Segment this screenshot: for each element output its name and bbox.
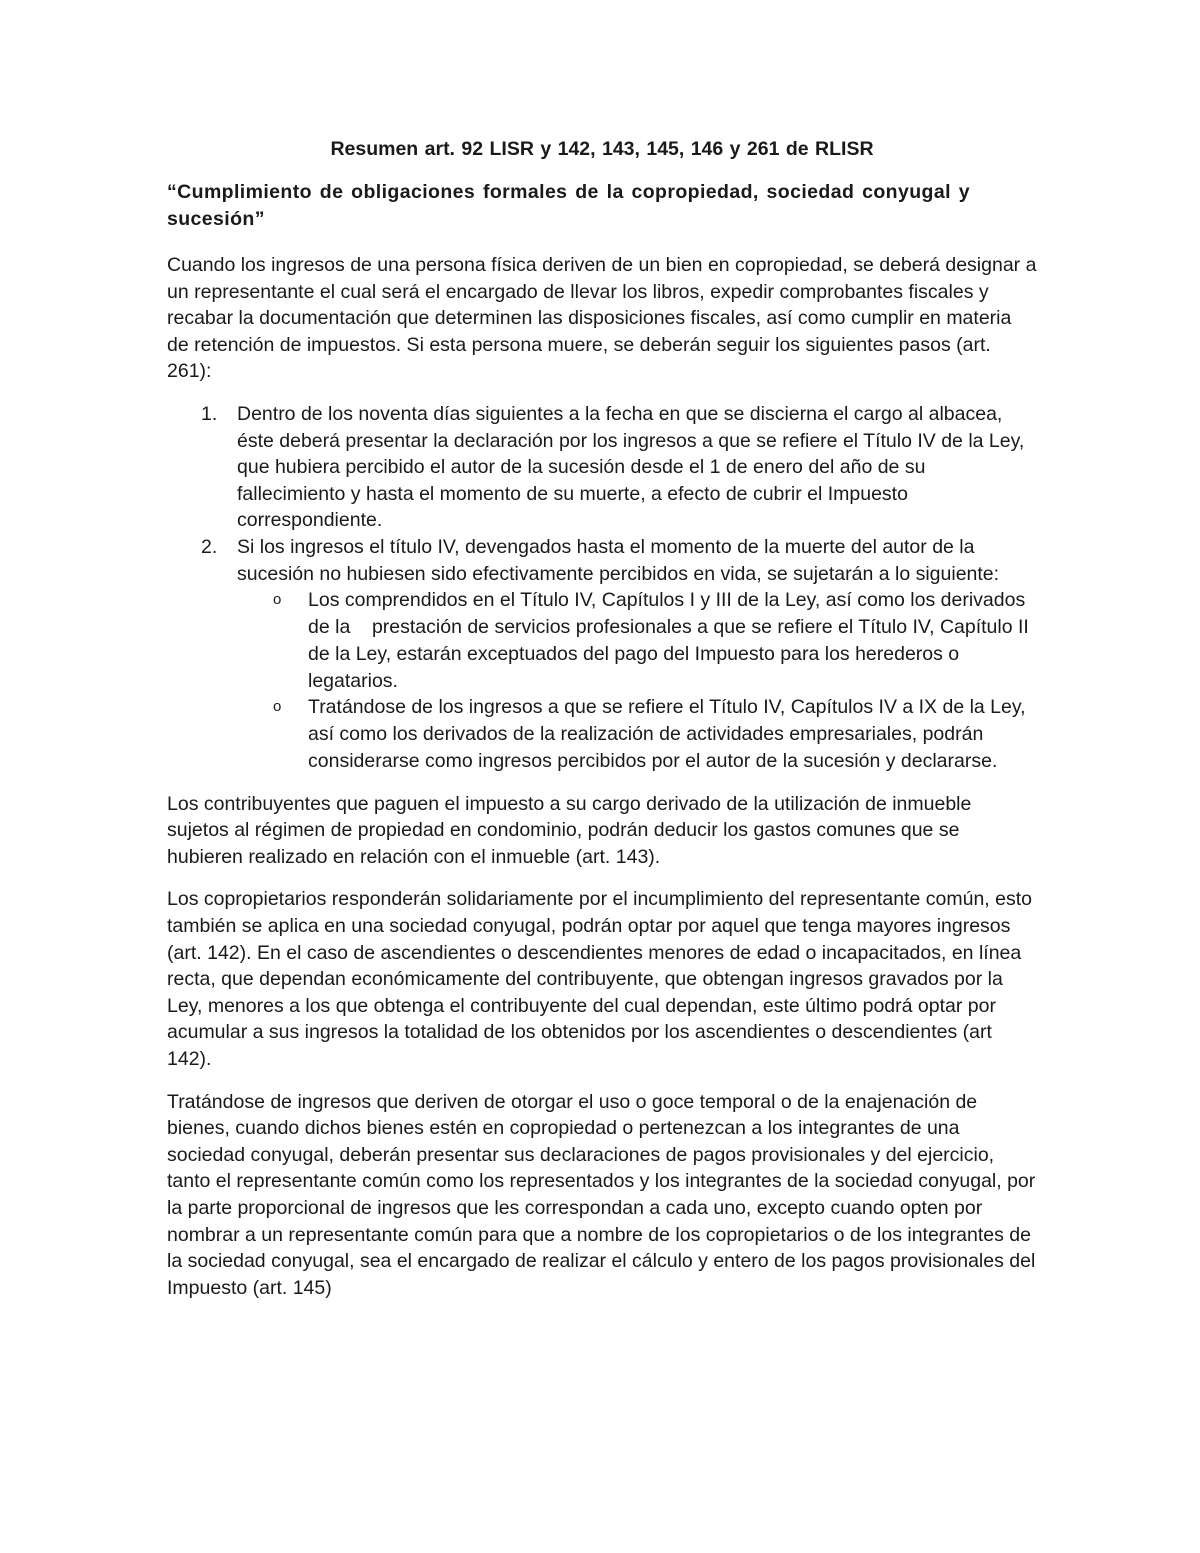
bullet-icon: o bbox=[273, 591, 282, 609]
bullet-icon: o bbox=[273, 698, 282, 716]
document-page bbox=[167, 136, 1037, 1317]
sub-list-item bbox=[237, 587, 1037, 694]
sub-list-item-text: Los comprendidos en el Título IV, Capítulos I y III de la Ley, así como los derivados de la prestación de servicios profesionales a que se refiere el Título IV, Capítulo II de la Ley, estarán exceptuados del pago del Impuesto para los herederos o legatarios. bbox=[308, 589, 1035, 692]
document-title: Resumen art. 92 LISR y 142, 143, 145, 146 y 261 de RLISR bbox=[330, 138, 874, 160]
sub-list-item-text: Tratándose de los ingresos a que se refiere el Título IV, Capítulos IV a IX de la Ley, así como los derivados de la realización de actividades empresariales, podrán considerarse como ingresos percibidos por el autor de la sucesión y declararse. bbox=[308, 696, 1026, 772]
list-number: 2. bbox=[201, 535, 218, 558]
paragraph-art-143: Los contribuyentes que paguen el impuesto a su cargo derivado de la utilización de inmueble sujetos al régimen de propiedad en condominio, podrán deducir los gastos comunes que se hubieren realizado en relación con el inmueble (art. 143). bbox=[167, 792, 972, 868]
sub-list-item bbox=[237, 694, 1037, 774]
list-number: 1. bbox=[201, 402, 218, 425]
list-item bbox=[167, 534, 1037, 775]
intro-paragraph: Cuando los ingresos de una persona física deriven de un bien en copropiedad, se deberá designar a un representante el cual será el encargado de llevar los libros, expedir comprobantes fiscales y recabar la documentación que determinen las disposiciones fiscales, así como cumplir en materia de retención de impuestos. Si esta persona muere, se deberán seguir los siguientes pasos (art. 261): bbox=[167, 254, 1037, 383]
list-item-text: Si los ingresos el título IV, devengados hasta el momento de la muerte del autor de la sucesión no hubiesen sido efectivamente percibidos en vida, se sujetarán a lo siguiente: bbox=[237, 535, 1000, 585]
list-item bbox=[167, 401, 1037, 534]
steps-list bbox=[167, 401, 1037, 775]
document-subtitle: “Cumplimiento de obligaciones formales de la copropiedad, sociedad conyugal y sucesión” bbox=[167, 181, 970, 230]
paragraph-art-145: Tratándose de ingresos que deriven de otorgar el uso o goce temporal o de la enajenación de bienes, cuando dichos bienes estén en copropiedad o pertenezcan a los integrantes de una sociedad conyugal, deberán presentar sus declaraciones de pagos provisionales y del ejercicio, tanto el representante común como los representados y los integrantes de la sociedad conyugal, por la parte proporcional de ingresos que les correspondan a cada uno, excepto cuando opten por nombrar a un representante común para que a nombre de los copropietarios o de los integrantes de la sociedad conyugal, sea el encargado de realizar el cálculo y entero de los pagos provisionales del Impuesto (art. 145) bbox=[167, 1090, 1036, 1299]
list-item-text: Dentro de los noventa días siguientes a la fecha en que se discierna el cargo al albacea, éste deberá presentar la declaración por los ingresos a que se refiere el Título IV de la Ley, que hubiera percibido el autor de la sucesión desde el 1 de enero del año de su fallecimiento y hasta el momento de su muerte, a efecto de cubrir el Impuesto correspondiente. bbox=[237, 402, 1025, 532]
sub-list bbox=[237, 587, 1037, 775]
paragraph-art-142: Los copropietarios responderán solidariamente por el incumplimiento del representante común, esto también se aplica en una sociedad conyugal, podrán optar por aquel que tenga mayores ingresos (art. 142). En el caso de ascendientes o descendientes menores de edad o incapacitados, en línea recta, que dependan económicamente del contribuyente, que obtengan ingresos gravados por la Ley, menores a los que obtenga el contribuyente del cual dependan, este último podrá optar por acumular a sus ingresos la totalidad de los obtenidos por los ascendientes o descendientes (art 142). bbox=[167, 888, 1032, 1071]
